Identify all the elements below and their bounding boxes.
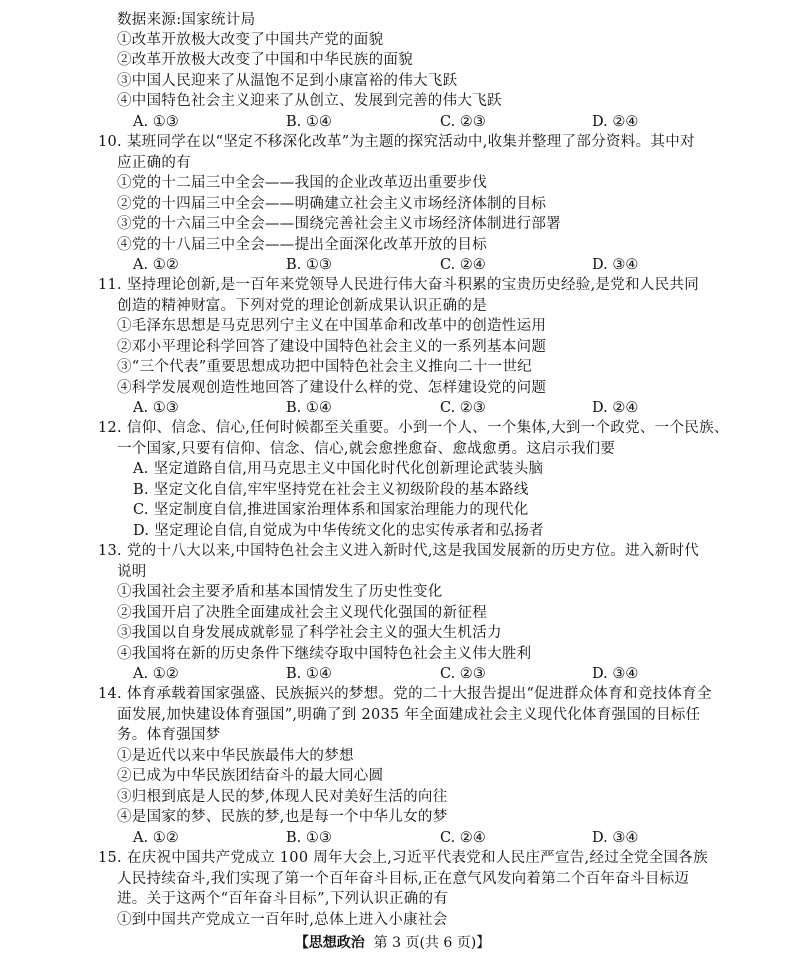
statement-item: ①是近代以来中华民族最伟大的梦想	[117, 748, 354, 764]
question-stem: 面发展,加快建设体育强国”,明确了到 2035 年全面建成社会主义现代化体育强国的目标任	[117, 707, 701, 723]
question-stem: 13. 党的十八大以来,中国特色社会主义进入新时代,这是我国发展新的历史方位。进入新时代	[98, 543, 700, 559]
statement-item: ②我国开启了决胜全面建成社会主义现代化强国的新征程	[117, 605, 487, 621]
question-stem: 务。体育强国梦	[117, 727, 221, 743]
question-stem: 15. 在庆祝中国共产党成立 100 周年大会上,习近平代表党和人民庄严宣告,经过全党全国各族	[98, 850, 708, 866]
choice-d: D. 坚定理论自信,自觉成为中华传统文化的忠实传承者和弘扬者	[133, 523, 544, 539]
statement-item: ③党的十六届三中全会——围绕完善社会主义市场经济体制进行部署	[117, 216, 561, 232]
option-b: B. ①③	[286, 257, 332, 273]
statement-item: ②党的十四届三中全会——明确建立社会主义市场经济体制的目标	[117, 196, 547, 212]
statement-item: ④科学发展观创造性地回答了建设什么样的党、怎样建设党的问题	[117, 380, 547, 396]
choice-a: A. 坚定道路自信,用马克思主义中国化时代化创新理论武装头脑	[133, 461, 544, 477]
statement-item: ③我国以自身发展成就彰显了科学社会主义的强大生机活力	[117, 625, 502, 641]
option-d: D. ③④	[592, 666, 639, 682]
question-stem: 11. 坚持理论创新,是一百年来党领导人民进行伟大奋斗积累的宝贵历史经验,是党和人民共同	[98, 277, 700, 293]
statement-item: ④中国特色社会主义迎来了从创立、发展到完善的伟大飞跃	[117, 93, 502, 109]
option-b: B. ①③	[286, 830, 332, 846]
footer-subject: 【思想政治	[294, 935, 365, 951]
statement-item: ②邓小平理论科学回答了建设中国特色社会主义的一系列基本问题	[117, 339, 547, 355]
choice-c: C. 坚定制度自信,推进国家治理体系和国家治理能力的现代化	[133, 502, 529, 518]
option-b: B. ①④	[286, 400, 332, 416]
option-b: B. ①④	[286, 114, 332, 130]
statement-item: ②改革开放极大改变了中国和中华民族的面貌	[117, 52, 413, 68]
statement-item: ①毛泽东思想是马克思列宁主义在中国革命和改革中的创造性运用	[117, 318, 547, 334]
option-d: D. ③④	[592, 830, 639, 846]
footer-page-number: 第 3 页(共 6 页)】	[373, 935, 491, 951]
question-stem: 14. 体育承载着国家强盛、民族振兴的梦想。党的二十大报告提出“促进群众体育和竞技体育全	[98, 686, 712, 702]
option-a: A. ①②	[133, 830, 179, 846]
option-a: A. ①②	[133, 257, 179, 273]
statement-item: ②已成为中华民族团结奋斗的最大同心圆	[117, 768, 384, 784]
statement-item: ④党的十八届三中全会——提出全面深化改革开放的目标	[117, 237, 487, 253]
option-c: C. ②③	[440, 114, 486, 130]
statement-item: ③“三个代表”重要思想成功把中国特色社会主义推向二十一世纪	[117, 359, 533, 375]
statement-item: ④是国家的梦、民族的梦,也是每一个中华儿女的梦	[117, 809, 448, 825]
question-stem: 应正确的有	[117, 155, 191, 171]
option-d: D. ②④	[592, 400, 639, 416]
page-footer	[0, 933, 785, 953]
question-stem: 人民持续奋斗,我们实现了第一个百年奋斗目标,正在意气风发向着第二个百年奋斗目标迈	[117, 871, 690, 887]
answer-options	[133, 255, 653, 275]
statement-item: ①我国社会主要矛盾和基本国情发生了历史性变化	[117, 584, 443, 600]
answer-options	[133, 398, 653, 418]
statement-item: ④我国将在新的历史条件下继续夺取中国特色社会主义伟大胜利	[117, 646, 532, 662]
option-d: D. ②④	[592, 114, 639, 130]
question-stem: 说明	[117, 564, 147, 580]
statement-item: ③归根到底是人民的梦,体现人民对美好生活的向往	[117, 789, 448, 805]
option-c: C. ②③	[440, 400, 486, 416]
option-b: B. ①④	[286, 666, 332, 682]
option-d: D. ③④	[592, 257, 639, 273]
question-stem: 10. 某班同学在以“坚定不移深化改革”为主题的探究活动中,收集并整理了部分资料。其中对	[98, 134, 695, 150]
question-stem: 进。关于这两个“百年奋斗目标”,下列认识正确的有	[117, 891, 449, 907]
option-c: C. ②④	[440, 257, 486, 273]
option-c: C. ②④	[440, 830, 486, 846]
statement-item: ①改革开放极大改变了中国共产党的面貌	[117, 32, 384, 48]
data-source-line: 数据来源:国家统计局	[117, 12, 256, 28]
option-a: A. ①②	[133, 666, 179, 682]
option-a: A. ①③	[133, 400, 179, 416]
question-stem: 创造的精神财富。下列对党的理论创新成果认识正确的是	[117, 298, 487, 314]
answer-options	[133, 664, 653, 684]
option-a: A. ①③	[133, 114, 179, 130]
choice-b: B. 坚定文化自信,牢牢坚持党在社会主义初级阶段的基本路线	[133, 482, 529, 498]
statement-item: ①到中国共产党成立一百年时,总体上进入小康社会	[117, 912, 448, 928]
statement-item: ③中国人民迎来了从温饱不足到小康富裕的伟大飞跃	[117, 73, 458, 89]
question-stem: 一个国家,只要有信仰、信念、信心,就会愈挫愈奋、愈战愈勇。这启示我们要	[117, 441, 616, 457]
answer-options	[133, 828, 653, 848]
statement-item: ①党的十二届三中全会——我国的企业改革迈出重要步伐	[117, 175, 487, 191]
question-stem: 12. 信仰、信念、信心,任何时候都至关重要。小到一个人、一个集体,大到一个政党、一个民族、	[98, 420, 729, 436]
answer-options	[133, 112, 653, 132]
option-c: C. ②③	[440, 666, 486, 682]
